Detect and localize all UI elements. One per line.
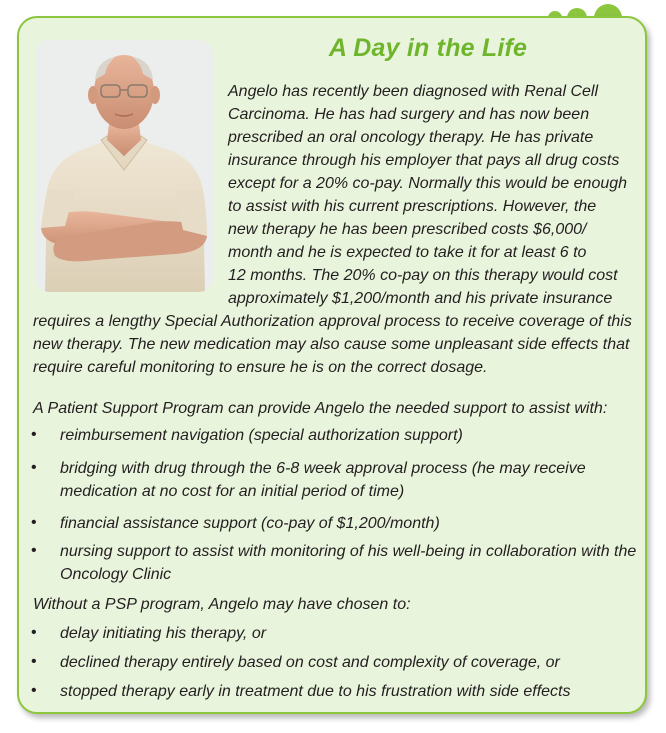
intro-paragraph-continued xyxy=(33,310,643,379)
psp-intro-text: A Patient Support Program can provide Angelo the needed support to assist with: xyxy=(33,400,608,417)
intro-line: Angelo has recently been diagnosed with Renal Cell xyxy=(228,83,599,100)
bullet-marker: • xyxy=(31,682,37,699)
psp-bullet-item: financial assistance support (co-pay of $1,200/month) xyxy=(60,515,440,532)
intro-paragraph xyxy=(228,80,638,310)
psp-bullet-item: nursing support to assist with monitoring of his well-being in collaboration with the Oncology Clinic xyxy=(60,543,637,583)
patient-photo xyxy=(35,40,213,292)
bullet-marker: • xyxy=(31,653,37,670)
bullet-marker: • xyxy=(31,426,37,443)
intro-line: prescribed an oral oncology therapy. He has private xyxy=(228,129,594,146)
intro-line: approximately $1,200/month and his private insurance xyxy=(228,290,613,307)
intro-line: to assist with his current prescriptions. However, the xyxy=(228,198,597,215)
card-title: A Day in the Life xyxy=(328,34,528,62)
intro-line: except for a 20% co-pay. Normally this would be enough xyxy=(228,175,628,192)
bullet-marker: • xyxy=(31,542,37,559)
intro-line: new therapy. The new medication may also cause some unpleasant side effects that xyxy=(33,336,630,353)
bullet-marker: • xyxy=(31,459,37,476)
intro-line: insurance through his employer that pays all drug costs xyxy=(228,152,620,169)
intro-line: Carcinoma. He has had surgery and has now been xyxy=(228,106,590,123)
psp-bullet-item: reimbursement navigation (special authorization support) xyxy=(60,427,463,444)
without-intro-text: Without a PSP program, Angelo may have chosen to: xyxy=(33,596,411,613)
bullet-marker: • xyxy=(31,514,37,531)
intro-line: require careful monitoring to ensure he is on the correct dosage. xyxy=(33,359,488,376)
man-portrait-illustration xyxy=(35,40,213,292)
intro-line: month and he is expected to take it for at least 6 to xyxy=(228,244,587,261)
bullet-marker: • xyxy=(31,624,37,641)
intro-line: new therapy he has been prescribed costs $6,000/ xyxy=(228,221,587,238)
intro-line: 12 months. The 20% co-pay on this therapy would cost xyxy=(228,267,618,284)
without-bullet-item: declined therapy entirely based on cost and complexity of coverage, or xyxy=(60,654,560,671)
without-bullet-item: delay initiating his therapy, or xyxy=(60,625,267,642)
without-bullet-item: stopped therapy early in treatment due to his frustration with side effects xyxy=(60,683,571,700)
psp-bullet-item: bridging with drug through the 6-8 week approval process (he may receive medication at no cost for an initial period of time) xyxy=(60,460,586,500)
intro-line: requires a lengthy Special Authorization approval process to receive coverage of this xyxy=(33,313,632,330)
